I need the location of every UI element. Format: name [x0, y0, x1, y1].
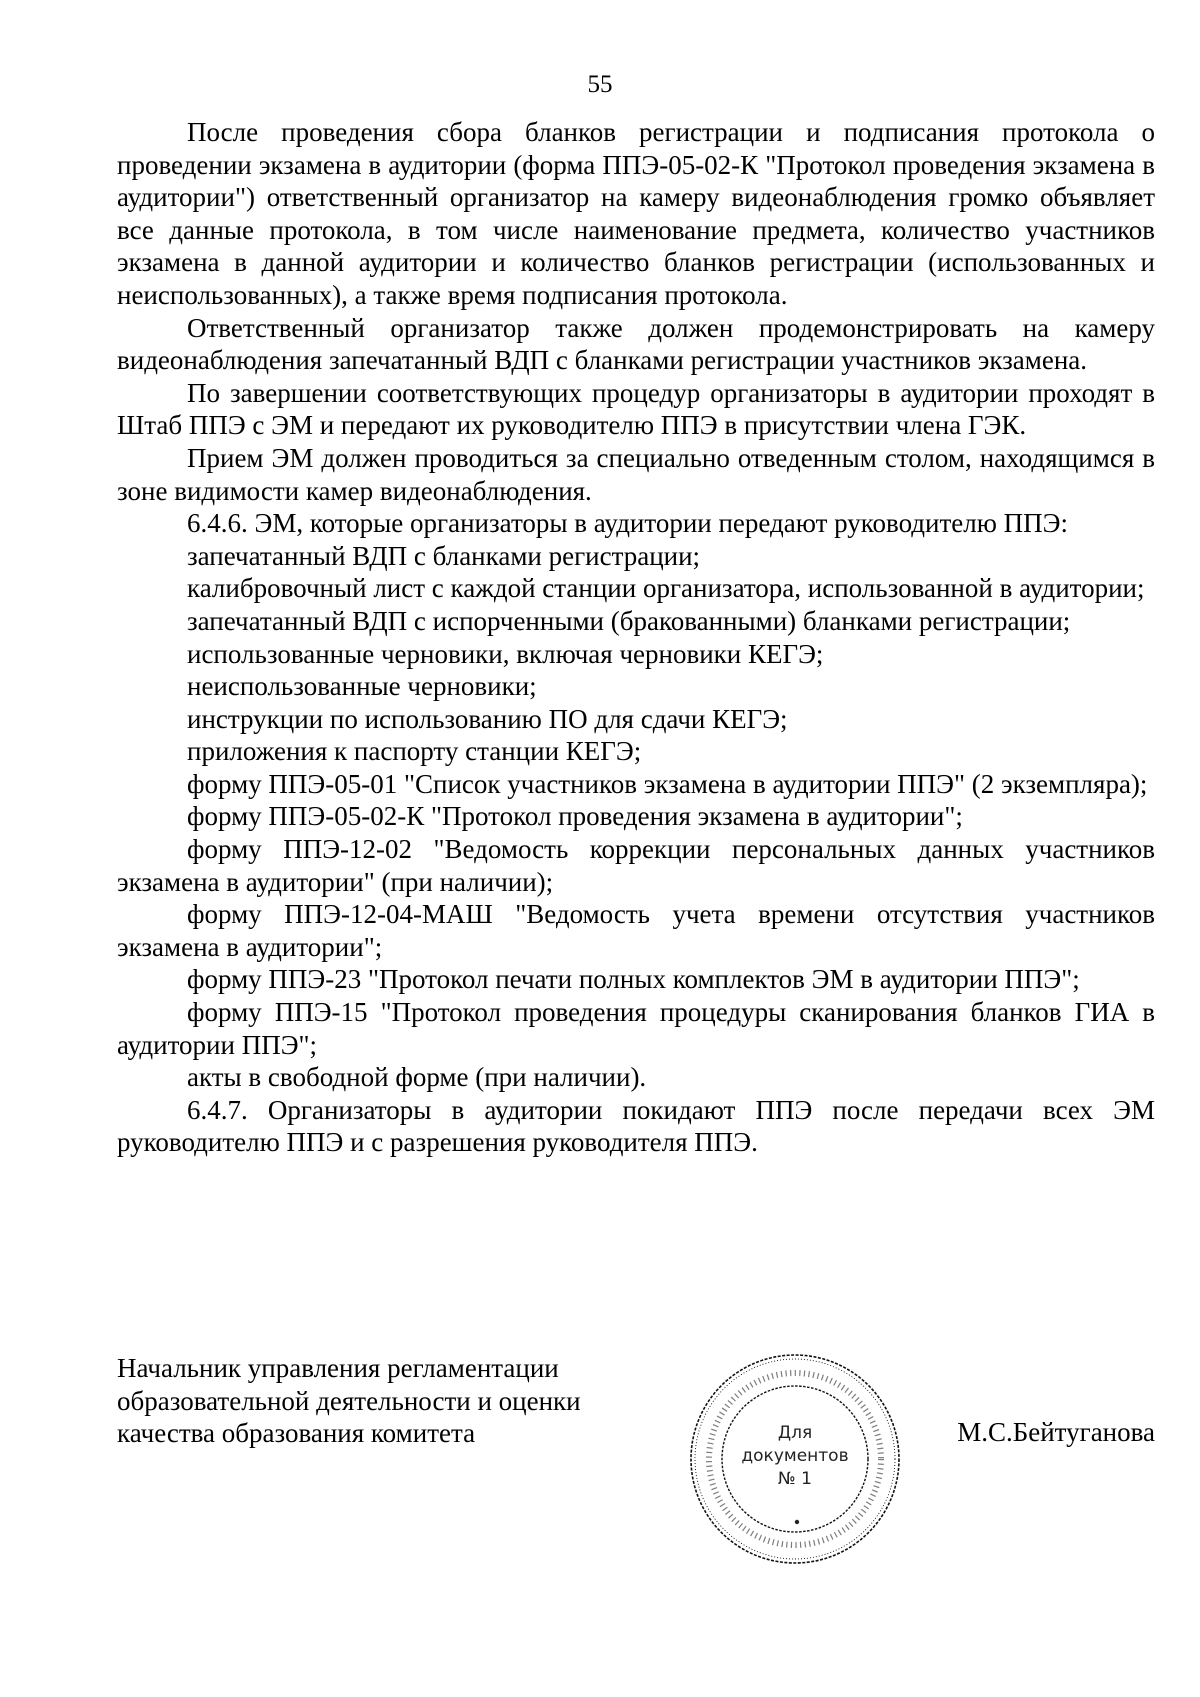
- section-paragraph: 6.4.7. Организаторы в аудитории покидают ППЭ после передачи всех ЭМ руководителю ППЭ и с разрешения руководителя ППЭ.: [117, 1094, 1155, 1158]
- signatory-position-line: образовательной деятельности и оценки: [117, 1385, 581, 1416]
- list-item: форму ППЭ-12-04-МАШ "Ведомость учета времени отсутствия участников экзамена в аудитории";: [117, 899, 1155, 962]
- official-stamp: [680, 1344, 910, 1574]
- list-item: форму ППЭ-15 "Протокол проведения процедуры сканирования бланков ГИА в аудитории ППЭ";: [117, 997, 1155, 1060]
- page-number: 55: [587, 71, 613, 98]
- paragraph: После проведения сбора бланков регистрации и подписания протокола о проведении экзамена в аудитории (форма ППЭ-05-02-К "Протокол проведения экзамена в аудитории") ответственный организатор на камеру видеонаблюдения громко объявляет все данные протокола, в том числе наименование предмета, количество участников экзамена в данной аудитории и количество бланков регистрации (использованных и неиспользованных), а также время подписания протокола.: [117, 117, 1155, 310]
- section-heading: 6.4.6. ЭМ, которые организаторы в аудитории передают руководителю ППЭ:: [187, 508, 1068, 539]
- list-item: калибровочный лист с каждой станции организатора, использованной в аудитории;: [187, 573, 1145, 604]
- paragraph: По завершении соответствующих процедур организаторы в аудитории проходят в Штаб ППЭ с ЭМ и передают их руководителю ППЭ в присутствии члена ГЭК.: [117, 377, 1155, 441]
- stamp-line: № 1: [778, 1469, 812, 1489]
- list-item: приложения к паспорту станции КЕГЭ;: [187, 736, 642, 767]
- list-item: запечатанный ВДП с бланками регистрации;: [187, 540, 701, 571]
- signature-block: [117, 1352, 1155, 1592]
- signatory-name: М.С.Бейтуганова: [957, 1417, 1155, 1447]
- document-body: [117, 116, 1155, 1159]
- list-item: форму ППЭ-05-02-К "Протокол проведения экзамена в аудитории";: [187, 801, 963, 832]
- list-item: форму ППЭ-05-01 "Список участников экзамена в аудитории ППЭ" (2 экземпляра);: [187, 768, 1148, 799]
- list-item: форму ППЭ-12-02 "Ведомость коррекции персональных данных участников экзамена в аудитории" (при наличии);: [117, 834, 1155, 897]
- list-item: использованные черновики, включая черновики КЕГЭ;: [187, 638, 824, 669]
- paragraph: Ответственный организатор также должен продемонстрировать на камеру видеонаблюдения запечатанный ВДП с бланками регистрации участников экзамена.: [117, 312, 1155, 376]
- stamp-line: документов: [741, 1446, 849, 1466]
- signatory-position-line: Начальник управления регламентации: [117, 1353, 559, 1383]
- paragraph: Прием ЭМ должен проводиться за специально отведенным столом, находящимся в зоне видимости камер видеонаблюдения.: [117, 442, 1155, 506]
- list-item: акты в свободной форме (при наличии).: [187, 1062, 647, 1093]
- signatory-position: [117, 1352, 637, 1450]
- stamp-center-text: [741, 1423, 848, 1489]
- signatory-position-line: качества образования комитета: [117, 1418, 476, 1449]
- stamp-line: Для: [777, 1423, 813, 1443]
- list-item: форму ППЭ-23 "Протокол печати полных комплектов ЭМ в аудитории ППЭ";: [187, 964, 1080, 995]
- list-item: неиспользованные черновики;: [187, 671, 537, 702]
- list-item: запечатанный ВДП с испорченными (бракованными) бланками регистрации;: [187, 605, 1071, 636]
- stamp-dot: [795, 1520, 799, 1524]
- list-item: инструкции по использованию ПО для сдачи КЕГЭ;: [187, 703, 788, 734]
